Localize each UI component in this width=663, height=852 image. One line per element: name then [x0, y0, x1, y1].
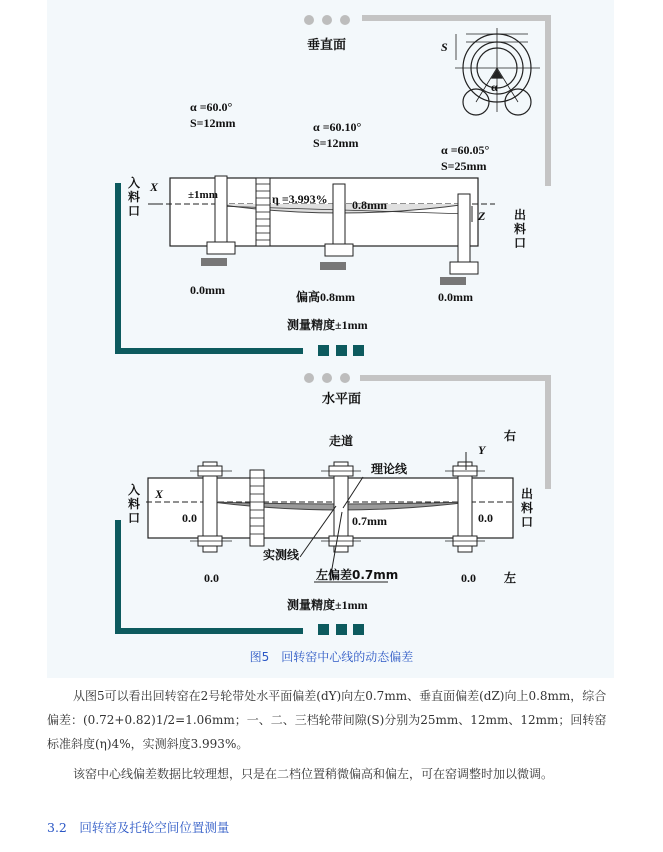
horizontal-view-title: 水平面	[322, 392, 362, 407]
inset-tyre-diagram	[455, 28, 540, 115]
left-side-label: 左	[503, 571, 516, 585]
inset-alpha-label: α	[491, 80, 498, 94]
bottom-value-right: 0.0	[461, 571, 476, 585]
frame-dot	[304, 373, 314, 383]
frame-dot	[340, 15, 350, 25]
frame-dot	[322, 373, 332, 383]
s-2: S=12mm	[313, 136, 359, 150]
theory-line-label: 理论线	[371, 462, 408, 476]
frame-dot	[322, 15, 332, 25]
inner-value-right: 0.0	[478, 511, 493, 525]
x-axis-label-top: X	[150, 180, 159, 194]
z-axis-label: Z	[478, 209, 486, 223]
inlet-label-bottom: 入料口	[127, 483, 140, 525]
frame-square	[318, 624, 329, 635]
frame-square	[353, 345, 364, 356]
right-side-label: 右	[503, 429, 516, 443]
inset-s-label: S	[441, 40, 448, 54]
left-offset-label: 左偏差0.7mm	[316, 568, 399, 582]
alpha-1: α =60.0°	[190, 100, 233, 114]
kiln-horizontal	[146, 452, 515, 582]
frame-square	[336, 624, 347, 635]
bottom-value-left: 0.0	[204, 571, 219, 585]
support-1-value: 0.0mm	[190, 283, 225, 297]
inner-value-left: 0.0	[182, 511, 197, 525]
eta-label: η =3.993%	[272, 192, 328, 206]
s-1: S=12mm	[190, 116, 236, 130]
tolerance-label: ±1mm	[188, 189, 218, 201]
measured-line-label: 实测线	[263, 548, 300, 562]
precision-label-top: 测量精度±1mm	[287, 318, 368, 332]
outlet-label-bottom: 出料口	[520, 487, 533, 529]
section-heading: 3.2 回转窑及托轮空间位置测量	[47, 820, 230, 835]
inlet-label-top: 入料口	[127, 176, 140, 218]
frame-square	[353, 624, 364, 635]
walkway-label: 走道	[329, 434, 354, 448]
support-2-value: 偏高0.8mm	[296, 290, 355, 304]
support-3-value: 0.0mm	[438, 290, 473, 304]
precision-label-bottom: 测量精度±1mm	[287, 598, 368, 612]
outlet-label-top: 出料口	[513, 208, 526, 250]
s-3: S=25mm	[441, 159, 487, 173]
alpha-3: α =60.05°	[441, 143, 490, 157]
frame-dot	[340, 373, 350, 383]
alpha-2: α =60.10°	[313, 120, 362, 134]
frame-square	[318, 345, 329, 356]
offset-0-8-label: 0.8mm	[352, 198, 387, 212]
body-paragraph: 该窑中心线偏差数据比较理想，只是在二档位置稍微偏高和偏左，可在窑调整时加以微调。	[73, 767, 554, 781]
mid-offset-label: 0.7mm	[352, 514, 387, 528]
x-axis-label-bottom: X	[155, 487, 164, 501]
figure-caption: 图5 回转窑中心线的动态偏差	[249, 650, 414, 664]
frame-dot	[304, 15, 314, 25]
vertical-view-title: 垂直面	[307, 38, 347, 53]
y-axis-label: Y	[478, 443, 486, 457]
body-paragraph: 从图5可以看出回转窑在2号轮带处水平面偏差(dY)向左0.7mm、垂直面偏差(dZ)向上0.8mm，综合偏差：(0.72+0.82)1/2=1.06mm；一、二、三档轮带间隙(S)分别为25mm、12mm、12mm；回转窑标准斜度(η)4%，实测斜度3.993%。	[47, 689, 607, 751]
frame-square	[336, 345, 347, 356]
